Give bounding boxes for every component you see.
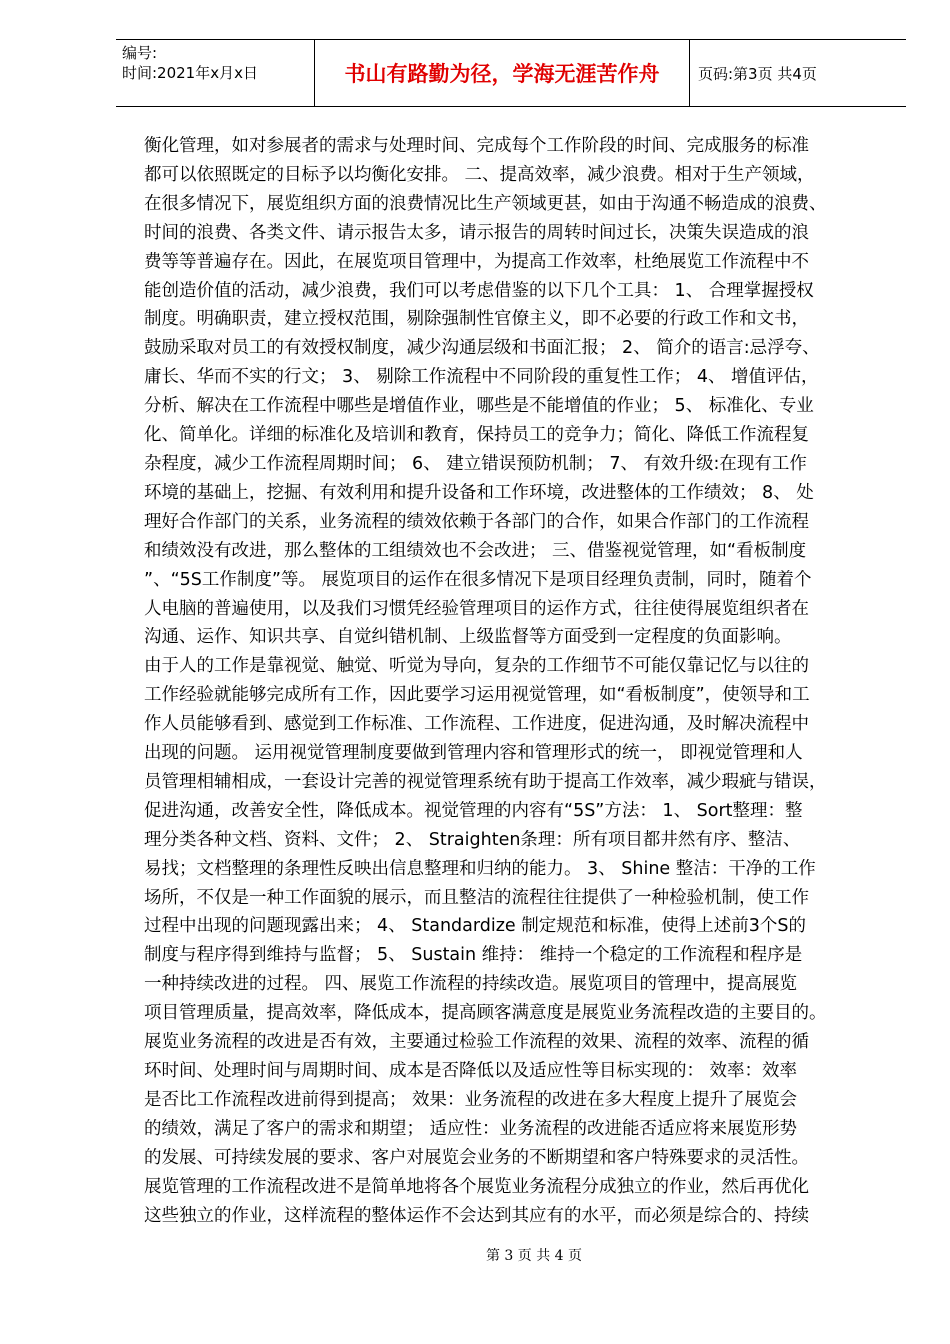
body-line: 沟通、运作、知识共享、自觉纠错机制、上级监督等方面受到一定程度的负面影响。 (144, 627, 792, 648)
body-line: 人电脑的普遍使用，以及我们习惯凭经验管理项目的运作方式，往往使得展览组织者在 (144, 598, 809, 619)
body-line: 理好合作部门的关系，业务流程的绩效依赖于各部门的合作，如果合作部门的工作流程 (144, 511, 809, 532)
body-line: 展览业务流程的改进是否有效，主要通过检验工作流程的效果、流程的效率、流程的循 (144, 1032, 809, 1053)
body-line: 工作经验就能够完成所有工作，因此要学习运用视觉管理，如“看板制度”，使领导和工 (144, 685, 810, 706)
body-line: 是否比工作流程改进前得到提高； 效果：业务流程的改进在多大程度上提升了展览会 (144, 1089, 798, 1110)
body-line: 作人员能够看到、感觉到工作标准、工作流程、工作进度，促进沟通，及时解决流程中 (144, 714, 809, 735)
body-line: 环境的基础上，挖掘、有效利用和提升设备和工作环境，改进整体的工作绩效； 8、 处 (144, 482, 814, 503)
body-line: 员管理相辅相成，一套设计完善的视觉管理系统有助于提高工作效率，减少瑕疵与错误， (144, 771, 827, 792)
body-line: 易找；文档整理的条理性反映出信息整理和归纳的能力。 3、 Shine 整洁：干净的工作 (144, 858, 816, 879)
body-line: 能创造价值的活动，减少浪费，我们可以考虑借鉴的以下几个工具： 1、 合理掌握授权 (144, 280, 814, 301)
document-time-label: 时间:2021年x月x日 (122, 64, 258, 82)
document-number-label: 编号: (122, 44, 158, 62)
body-line: 由于人的工作是靠视觉、触觉、听觉为导向，复杂的工作细节不可能仅靠记忆与以往的 (144, 656, 809, 677)
body-line: 理分类各种文档、资料、文件； 2、 Straighten条理：所有项目都井然有序、整洁、 (144, 829, 801, 850)
body-line: 的发展、可持续发展的要求、客户对展览会业务的不断期望和客户特殊要求的灵活性。 (144, 1147, 809, 1168)
body-line: 制度与程序得到维持与监督； 5、 Sustain 维持： 维持一个稳定的工作流程和程序是 (144, 945, 803, 966)
body-line: 时间的浪费、各类文件、请示报告太多，请示报告的周转时间过长，决策失误造成的浪 (144, 222, 809, 243)
body-line: ”、“5S工作制度”等。 展览项目的运作在很多情况下是项目经理负责制，同时，随着个 (144, 569, 812, 590)
body-line: 这些独立的作业，这样流程的整体运作不会达到其应有的水平，而必须是综合的、持续 (144, 1205, 809, 1226)
body-line: 杂程度，减少工作流程周期时间； 6、 建立错误预防机制； 7、 有效升级:在现有工作 (144, 453, 807, 474)
body-line: 展览管理的工作流程改进不是简单地将各个展览业务流程分成独立的作业，然后再优化 (144, 1176, 809, 1197)
document-body (144, 132, 888, 1230)
header-meta (116, 40, 315, 106)
body-line: 一种持续改进的过程。 四、展览工作流程的持续改造。展览项目的管理中，提高展览 (144, 974, 798, 995)
body-line: 出现的问题。 运用视觉管理制度要做到管理内容和管理形式的统一， 即视觉管理和人 (144, 743, 803, 764)
body-line: 项目管理质量，提高效率，降低成本，提高顾客满意度是展览业务流程改造的主要目的。 (144, 1003, 827, 1024)
body-line: 过程中出现的问题现露出来； 4、 Standardize 制定规范和标准，使得上述前3个S的 (144, 916, 806, 937)
body-line: 场所，不仅是一种工作面貌的展示，而且整洁的流程往往提供了一种检验机制，使工作 (144, 887, 809, 908)
page-footer: 第 3 页 共 4 页 (485, 1248, 583, 1264)
body-line: 鼓励采取对员工的有效授权制度，减少沟通层级和书面汇报； 2、 简介的语言:忌浮夸、 (144, 338, 820, 359)
body-line: 分析、解决在工作流程中哪些是增值作业，哪些是不能增值的作业； 5、 标准化、专业 (144, 396, 814, 417)
body-line: 制度。明确职责，建立授权范围，剔除强制性官僚主义，即不必要的行政工作和文书， (144, 309, 809, 330)
body-line: 环时间、处理时间与周期时间、成本是否降低以及适应性等目标实现的： 效率：效率 (144, 1061, 798, 1081)
body-line: 和绩效没有改进，那么整体的工组绩效也不会改进； 三、借鉴视觉管理，如“看板制度 (144, 540, 807, 561)
body-line: 都可以依照既定的目标予以均衡化安排。 二、提高效率，减少浪费。相对于生产领域， (144, 164, 815, 185)
page-header (116, 39, 906, 107)
body-line: 在很多情况下，展览组织方面的浪费情况比生产领域更甚，如由于沟通不畅造成的浪费、 (144, 193, 827, 214)
header-motto: 书山有路勤为径，学海无涯苦作舟 (315, 40, 690, 106)
body-line: 庸长、华而不实的行文； 3、 剔除工作流程中不同阶段的重复性工作； 4、 增值评估， (144, 367, 819, 388)
body-line: 化、简单化。详细的标准化及培训和教育，保持员工的竞争力；简化、降低工作流程复 (144, 425, 809, 446)
body-line: 的绩效，满足了客户的需求和期望； 适应性：业务流程的改进能否适应将来展览形势 (144, 1118, 798, 1139)
header-page-label: 页码:第3页 共4页 (698, 64, 817, 83)
body-line: 促进沟通，改善安全性，降低成本。视觉管理的内容有“5S”方法： 1、 Sort整理：整 (144, 800, 803, 821)
body-line: 费等等普遍存在。因此，在展览项目管理中，为提高工作效率，杜绝展览工作流程中不 (144, 251, 809, 272)
body-line: 衡化管理，如对参展者的需求与处理时间、完成每个工作阶段的时间、完成服务的标准 (144, 136, 809, 156)
